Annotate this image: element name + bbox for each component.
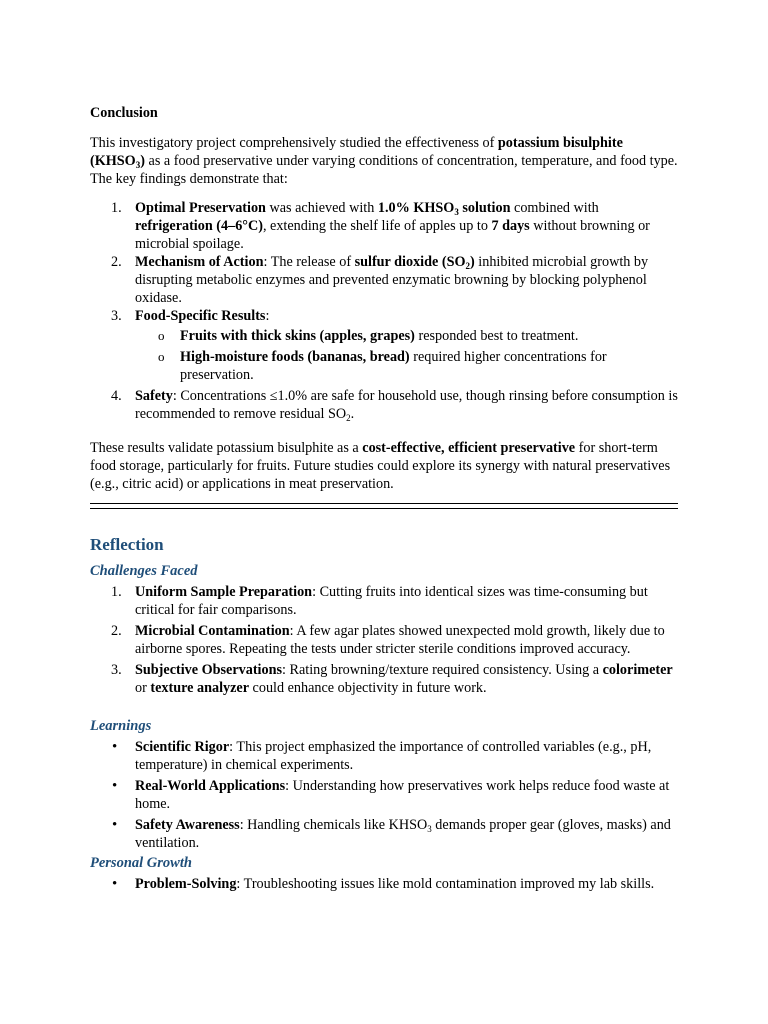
learning-text: : This project emphasized the importance of controlled variables (e.g., pH, temperature) in chemical experiments. — [135, 739, 652, 773]
sub-item-text: required higher concentrations for preservation. — [180, 349, 607, 383]
finding-bold: solution — [458, 200, 511, 216]
finding-text: without browning or microbial spoilage. — [135, 218, 650, 252]
finding-text: : — [265, 308, 270, 324]
learning-text: : Handling chemicals like KHSO — [239, 817, 428, 833]
list-number: 1. — [111, 200, 122, 216]
closing-text: These results validate potassium bisulphite as a — [90, 440, 363, 456]
challenge-item — [90, 622, 678, 658]
growth-heading: Personal Growth — [90, 855, 192, 871]
sub-item-bold: High-moisture foods (bananas, bread) — [180, 349, 410, 365]
learning-label: Scientific Rigor — [135, 739, 230, 755]
challenge-item — [90, 661, 678, 697]
growth-item — [90, 875, 678, 893]
reflection-heading: Reflection — [90, 535, 164, 554]
finding-text: . — [350, 406, 355, 422]
intro-text: This investigatory project comprehensively studied the effectiveness of — [90, 135, 498, 151]
challenge-text: could enhance objectivity in future work. — [249, 680, 487, 696]
finding-item — [90, 307, 678, 325]
learning-item — [90, 738, 678, 774]
finding-label: Safety — [135, 388, 173, 404]
growth-label: Problem-Solving — [135, 876, 237, 892]
finding-text: combined with — [510, 200, 599, 216]
intro-bold: potassium bisulphite (KHSO — [90, 135, 623, 169]
learning-item — [90, 816, 678, 852]
challenge-label: Microbial Contamination — [135, 623, 290, 639]
challenges-section — [90, 562, 678, 697]
finding-bold: refrigeration (4–6°C) — [135, 218, 263, 234]
findings-list — [90, 199, 678, 423]
learnings-heading: Learnings — [90, 718, 152, 734]
bullet-icon: • — [112, 876, 118, 892]
learning-item — [90, 777, 678, 813]
finding-label: Mechanism of Action — [135, 254, 264, 270]
finding-text: : The release of — [263, 254, 355, 270]
learning-text: demands proper gear (gloves, masks) and ventilation. — [135, 817, 671, 851]
conclusion-closing — [90, 439, 678, 493]
challenge-bold: colorimeter — [602, 662, 673, 678]
growth-text: : Troubleshooting issues like mold contamination improved my lab skills. — [236, 876, 655, 892]
circle-bullet-icon: o — [158, 349, 165, 364]
finding-sub: 3 — [454, 207, 459, 217]
finding-item — [90, 199, 678, 253]
finding-bold: 7 days — [491, 218, 530, 234]
finding-label: Food-Specific Results — [135, 308, 266, 324]
challenge-item — [90, 583, 678, 619]
list-number: 2. — [111, 623, 122, 639]
challenge-label: Subjective Observations — [135, 662, 282, 678]
challenge-text: : Rating browning/texture required consistency. Using a — [282, 662, 603, 678]
bullet-icon: • — [112, 739, 118, 755]
finding-label: Optimal Preservation — [135, 200, 266, 216]
list-number: 3. — [111, 662, 122, 678]
finding-bold: sulfur dioxide (SO — [354, 254, 466, 270]
challenge-text: : Cutting fruits into identical sizes was time-consuming but critical for fair comparisons. — [135, 584, 648, 618]
list-number: 3. — [111, 308, 122, 324]
intro-bold-end: ) — [140, 153, 145, 169]
bullet-icon: • — [112, 817, 118, 833]
finding-text: , extending the shelf life of apples up to — [262, 218, 492, 234]
learnings-section — [90, 717, 678, 852]
growth-section — [90, 854, 678, 893]
finding-bold: 1.0% KHSO — [377, 200, 455, 216]
sub-item-text: responded best to treatment. — [414, 328, 579, 344]
conclusion-intro — [90, 134, 678, 188]
learning-label: Real-World Applications — [135, 778, 286, 794]
finding-text: inhibited microbial growth by disrupting metabolic enzymes and prevented enzymatic browning by blocking polyphenol oxidase. — [135, 254, 649, 306]
sub-list-item — [90, 327, 678, 345]
list-number: 2. — [111, 254, 122, 270]
circle-bullet-icon: o — [158, 328, 165, 343]
learning-sub: 3 — [427, 824, 432, 834]
intro-sub: 3 — [135, 160, 141, 170]
closing-bold: cost-effective, efficient preservative — [362, 440, 576, 456]
sub-list-item — [90, 348, 678, 384]
finding-sub: 2 — [346, 413, 351, 423]
list-number: 4. — [111, 388, 122, 404]
sub-item-bold: Fruits with thick skins (apples, grapes) — [180, 328, 415, 344]
finding-text: was achieved with — [265, 200, 378, 216]
challenge-label: Uniform Sample Preparation — [135, 584, 313, 600]
challenge-text: or — [135, 680, 151, 696]
learning-text: : Understanding how preservatives work helps reduce food waste at home. — [135, 778, 670, 812]
bullet-icon: • — [112, 778, 118, 794]
challenge-bold: texture analyzer — [150, 680, 249, 696]
finding-sub: 2 — [465, 261, 470, 271]
learning-label: Safety Awareness — [135, 817, 240, 833]
intro-text-end: as a food preservative under varying conditions of concentration, temperature, and food type. The key findings demonstrate that: — [90, 153, 678, 187]
list-number: 1. — [111, 584, 122, 600]
finding-text: : Concentrations ≤1.0% are safe for household use, though rinsing before consumption is recommended to remove residual SO — [135, 388, 678, 422]
challenges-heading: Challenges Faced — [90, 563, 198, 579]
finding-item — [90, 253, 678, 307]
conclusion-heading: Conclusion — [90, 105, 158, 121]
finding-item — [90, 387, 678, 423]
finding-bold: ) — [470, 254, 475, 270]
section-divider — [90, 503, 678, 509]
closing-text-end: for short-term food storage, particularly for fruits. Future studies could explore its synergy with natural preservatives (e.g., citric acid) or applications in meat preservation. — [90, 440, 671, 492]
challenge-text: : A few agar plates showed unexpected mold growth, likely due to airborne spores. Repeating the tests under stricter sterile conditions improved accuracy. — [135, 623, 665, 657]
